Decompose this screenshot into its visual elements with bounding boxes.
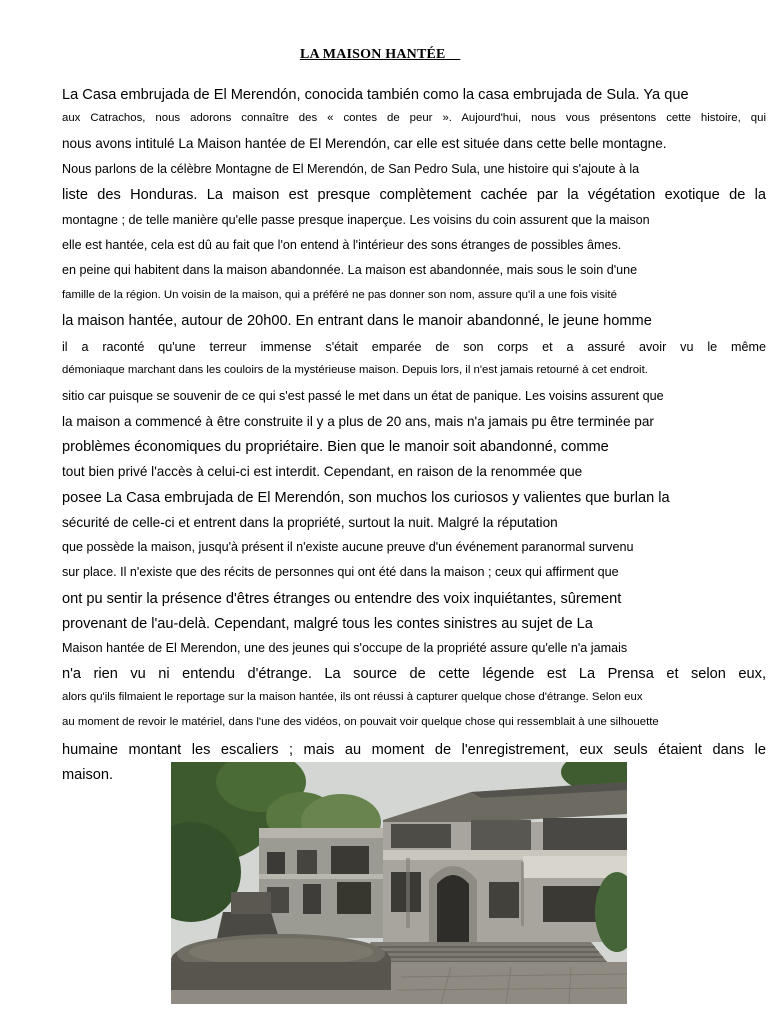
text-line: au moment de revoir le matériel, dans l'une des vidéos, on pouvait voir quelque chose qui ressemblait à une silhouette xyxy=(62,716,659,728)
text-line: aux Catrachos, nous adorons connaître des « contes de peur ». Aujourd'hui, nous vous présentons cette histoire, qui xyxy=(62,112,766,124)
text-line: nous avons intitulé La Maison hantée de El Merendón, car elle est située dans cette belle montagne. xyxy=(62,136,667,151)
text-line: sécurité de celle-ci et entrent dans la propriété, surtout la nuit. Malgré la réputation xyxy=(62,515,558,530)
text-line: démoniaque marchant dans les couloirs de la mystérieuse maison. Depuis lors, il n'est jamais retourné à cet endroit. xyxy=(62,364,648,376)
haunted-house-photo xyxy=(171,762,627,1004)
text-line: montagne ; de telle manière qu'elle passe presque inaperçue. Les voisins du coin assurent que la maison xyxy=(62,213,650,227)
text-line: ont pu sentir la présence d'êtres étranges ou entendre des voix inquiétantes, sûrement xyxy=(62,591,622,607)
text-line: La Casa embrujada de El Merendón, conocida también como la casa embrujada de Sula. Ya que xyxy=(62,87,689,103)
text-line: tout bien privé l'accès à celui-ci est interdit. Cependant, en raison de la renommée que xyxy=(62,464,583,479)
text-line: provenant de l'au-delà. Cependant, malgré tous les contes sinistres au sujet de La xyxy=(62,616,593,632)
text-line: humaine montant les escaliers ; mais au moment de l'enregistrement, eux seuls étaient dans le xyxy=(62,742,766,758)
text-line: n'a rien vu ni entendu d'étrange. La source de cette légende est La Prensa et selon eux, xyxy=(62,666,766,682)
text-line: Maison hantée de El Merendon, une des jeunes qui s'occupe de la propriété assure qu'elle n'a jamais xyxy=(62,641,628,655)
text-line: que possède la maison, jusqu'à présent il n'existe aucune preuve d'un événement paranormal survenu xyxy=(62,540,634,554)
text-line: il a raconté qu'une terreur immense s'était emparée de son corps et a assuré avoir vu le même xyxy=(62,340,766,354)
page-title: LA MAISON HANTÉE xyxy=(300,47,461,62)
text-line: liste des Honduras. La maison est presque complètement cachée par la végétation exotique de la xyxy=(62,187,766,203)
text-line: sur place. Il n'existe que des récits de personnes qui ont été dans la maison ; ceux qui affirment que xyxy=(62,565,619,579)
text-line: elle est hantée, cela est dû au fait que l'on entend à l'intérieur des sons étranges de possibles âmes. xyxy=(62,238,622,252)
text-line: famille de la région. Un voisin de la maison, qui a préféré ne pas donner son nom, assure qu'il a une fois visité xyxy=(62,289,617,301)
text-line: la maison hantée, autour de 20h00. En entrant dans le manoir abandonné, le jeune homme xyxy=(62,313,652,329)
text-line: problèmes économiques du propriétaire. Bien que le manoir soit abandonné, comme xyxy=(62,439,609,455)
text-line: maison. xyxy=(62,767,114,783)
text-line: la maison a commencé à être construite il y a plus de 20 ans, mais n'a jamais pu être terminée par xyxy=(62,414,654,429)
text-line: en peine qui habitent dans la maison abandonnée. La maison est abandonnée, mais sous le soin d'une xyxy=(62,263,638,277)
text-line: sitio car puisque se souvenir de ce qui s'est passé le met dans un état de panique. Les voisins assurent que xyxy=(62,389,664,403)
text-line: Nous parlons de la célèbre Montagne de El Merendón, de San Pedro Sula, une histoire qui s'ajoute à la xyxy=(62,162,640,176)
text-line: alors qu'ils filmaient le reportage sur la maison hantée, ils ont réussi à capturer quelque chose d'étrange. Selon eux xyxy=(62,691,643,703)
text-line: posee La Casa embrujada de El Merendón, son muchos los curiosos y valientes que burlan la xyxy=(62,490,670,506)
